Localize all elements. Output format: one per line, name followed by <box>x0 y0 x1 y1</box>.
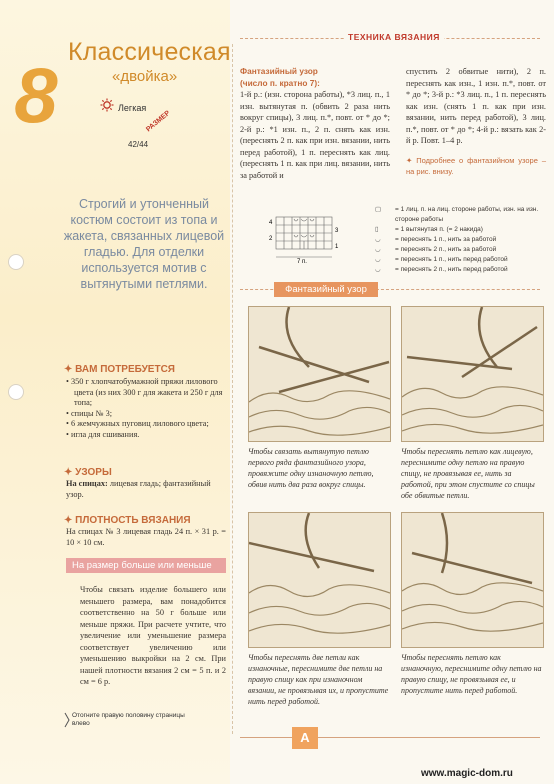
chart-row-label: 4 <box>269 220 273 226</box>
intro-text: Строгий и утонченный костюм состоит из топа и жакета, связанных лицевой гладью. Для отделки используется мотив с вытянутыми петлями. <box>63 197 225 291</box>
step-photo <box>248 512 391 648</box>
chart-repeat-label: 7 п. <box>297 259 307 265</box>
fold-arrow-icon <box>64 712 70 728</box>
binder-hole <box>8 384 24 400</box>
patterns-heading: ✦ УЗОРЫ <box>64 467 112 478</box>
legend-item: ◡ = переснять 1 п., нить за работой <box>375 236 497 243</box>
step-caption: Чтобы связать вытянутую петлю первого ряда фантазийного узора, провяжите одну изнаночную петлю, обвив нить два раза вокруг спицы. <box>248 447 374 489</box>
step-photo <box>248 306 391 442</box>
pattern-col-1: Фантазийный узор (число п. кратно 7): 1-й р.: (изн. сторона работы), *3 лиц. п., 1 изн. вытянутая п. (обвить 2 раза нить вокруг спицы), 3 лиц. п.*, повт. от * до *; 2-й р.: *1 изн. п., 2 п. снять как изн. (переснять 2 п. как при изн. вязании, нить перед работой), 1 п. переснять как лиц. (переснять 1 п. как при лиц. вязании, нить за работой и <box>240 66 390 180</box>
list-item: • 6 жемчужных пуговиц лилового цвета; <box>66 419 209 428</box>
stitch-chart <box>268 213 368 265</box>
chart-row-label: 2 <box>269 236 273 242</box>
patterns-text: На спицах: лицевая гладь; фантазийный узор. <box>66 479 211 499</box>
materials-list <box>66 377 231 440</box>
detail-note: ✦ Подробнее о фантазийном узоре – на рис. внизу. <box>406 155 546 176</box>
size-adjust-bar: На размер больше или меньше <box>66 558 226 573</box>
legend-item: ◡ = переснять 2 п., нить перед работой <box>375 266 508 273</box>
density-text: На спицах № 3 лицевая гладь 24 п. × 31 р. = 10 × 10 см. <box>66 527 226 547</box>
difficulty-sun-icon <box>100 98 114 112</box>
list-item: • 350 г хлопчатобумажной пряжи лилового цвета (из них 300 г для жакета и 250 г для топа; <box>66 377 223 407</box>
project-subtitle: «двойка» <box>112 68 178 85</box>
website-watermark: www.magic-dom.ru <box>421 768 513 779</box>
fold-instruction: Отогните правую половину страницы влево <box>72 712 185 727</box>
page-letter: A <box>292 727 318 749</box>
list-item: • игла для сшивания. <box>66 429 140 439</box>
chart-row-label: 1 <box>335 244 339 250</box>
footer-line <box>240 737 540 738</box>
step-photo <box>401 306 544 442</box>
step-caption: Чтобы переснять петлю как изнаночную, переснимите одну петлю на правую спицу, не провязывая ее, и пропустите нить перед работой. <box>401 653 542 695</box>
binder-hole <box>8 254 24 270</box>
difficulty-level: Легкая <box>118 103 147 113</box>
legend-item: ◡ = переснять 1 п., нить перед работой <box>375 256 508 263</box>
project-title: Классическая <box>68 38 231 66</box>
legend-item: ▯ = 1 вытянутая п. (= 2 накида) <box>375 226 483 233</box>
legend-item: ▢ = 1 лиц. п. на лиц. стороне работы, изн. на изн. стороне работы <box>375 206 539 223</box>
size-adjust-text: Чтобы связать изделие большего или меньшего размера, вам понадобится соответственно на 50 г больше или меньше пряжи. При расчете учтите, что увеличение или уменьшение размера соответствует увеличению или уменьшению выкройки на 2 см. При нашей плотности вязания 2 см = 5 п. и 2 см = 6 р. <box>80 585 226 686</box>
chart-row-label: 3 <box>335 228 339 234</box>
step-caption: Чтобы переснять петлю как лицевую, переснимите одну петлю на правую спицу, не провязывая ее, нить за работой, при этом спустите со спицы обе обвитые петли. <box>401 447 535 500</box>
chart-legend <box>375 205 554 275</box>
legend-item: ◡ = переснять 2 п., нить за работой <box>375 246 497 253</box>
size-values: 42/44 <box>128 140 149 149</box>
project-number: 8 <box>14 51 58 139</box>
density-heading: ✦ ПЛОТНОСТЬ ВЯЗАНИЯ <box>64 515 191 526</box>
pattern-col-2: спустить 2 обвитые нити), 2 п. переснять как изн., 1 изн. п.*, повт. от * до *; 3-й р.: *3 лиц. п., 1 п. переснять как изн. (снять 1 п. как при изн. вязании, нить перед работой), 3 лиц. п.*, повт. от * до *; 4-й р.: вязать как 2-й р. Повт. 1–4 р. ✦ Подробнее о фантазийном узоре – на рис. внизу. <box>406 67 546 176</box>
materials-heading: ✦ ВАМ ПОТРЕБУЕТСЯ <box>64 364 175 375</box>
step-caption: Чтобы переснять две петли как изнаночные, переснимите две петли на правую спицу как при изнаночном вязании, не провязывая их, и пропустите нить перед работой. <box>248 653 389 706</box>
size-label: РАЗМЕР <box>145 109 172 134</box>
column-divider <box>232 44 233 734</box>
step-photo <box>401 512 544 648</box>
fancy-pattern-bar: Фантазийный узор <box>274 282 378 297</box>
section-header: ТЕХНИКА ВЯЗАНИЯ <box>240 38 540 39</box>
list-item: • спицы № 3; <box>66 408 113 418</box>
